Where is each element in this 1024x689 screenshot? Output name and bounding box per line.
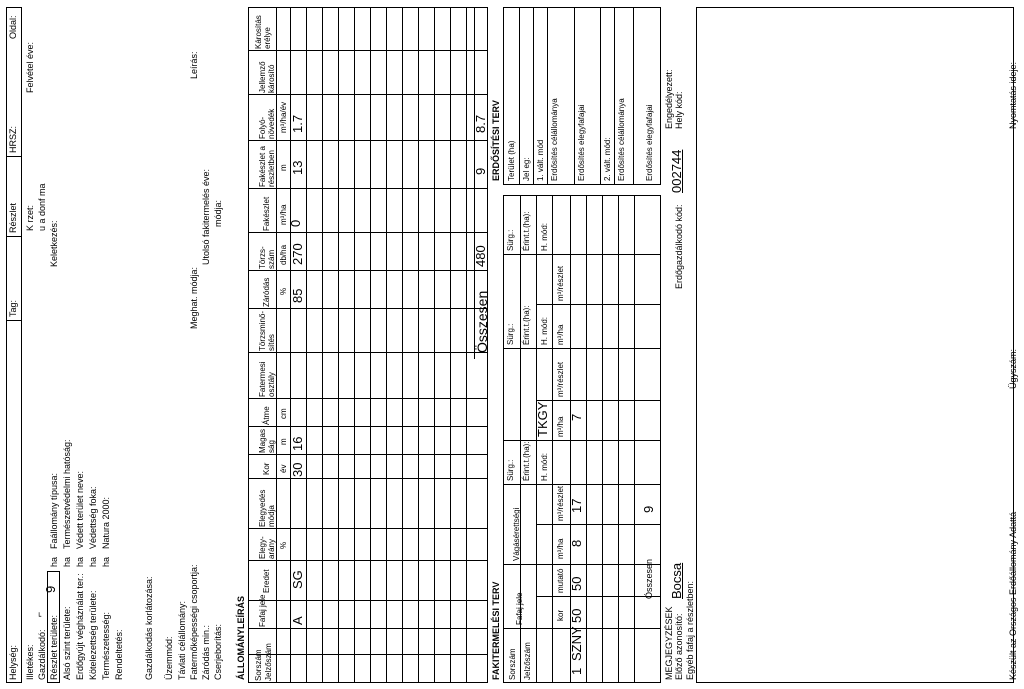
col-line — [248, 654, 488, 655]
header-strip — [6, 7, 22, 683]
row-line — [633, 7, 634, 185]
modja-label: módja: — [213, 199, 223, 227]
col-torzsszam: Törzs-szám — [258, 246, 277, 269]
ha-unit: ha — [75, 556, 85, 567]
megjegyzesek-label: MEGJEGYZÉSEK — [664, 606, 674, 680]
row-line — [552, 195, 553, 683]
gazdalkodas-korlatozasa-label: Gazdálkodás korlátozása: — [144, 576, 154, 680]
er-elegy2: Erdősítés elegyfafajai — [645, 104, 654, 181]
col-line — [503, 564, 661, 565]
col-zarodas: Záródás — [262, 277, 271, 307]
elozo-azonosito-value: Bocsa — [669, 562, 684, 599]
korzet-label: K rzet: — [25, 204, 35, 231]
cell-fakeszlet-reszlet: 13 — [290, 160, 305, 175]
col-folyo-noved: Folyó-növedék — [258, 108, 277, 139]
col-torzsminosites: Törzsminő-sítés — [258, 310, 277, 351]
also-szint-label: Alsó szint területe: — [62, 606, 72, 680]
termeszetvedelmi-label: Természetvédelmi hatóság: — [62, 439, 72, 549]
osszesen-torzsszam: 480 — [473, 245, 488, 267]
fk-m3reszlet: m³/részlet — [556, 485, 565, 521]
col-line — [248, 50, 488, 51]
ha-unit: ha — [101, 556, 111, 567]
fk-surg-3: Sürg.: — [506, 229, 515, 251]
rendeltetes-label: Rendeltetés: — [114, 629, 124, 680]
erdogazd-kod-label: Erdőgazdálkodó kód: — [674, 204, 684, 289]
zarodas-min-label: Záródás min.: — [201, 624, 211, 680]
fk-kor: kor — [556, 609, 565, 621]
fk-h-mod-value: TKGY — [535, 401, 550, 437]
cserjeboritas-label: Cserjeborítás: — [213, 623, 223, 680]
erdogazd-kod-value: 002744 — [669, 149, 684, 193]
row-line — [338, 7, 339, 683]
fk-m3ha: m³/ha — [556, 538, 565, 559]
unit-elegyarany: % — [279, 541, 288, 549]
cell-zarodas: 85 — [290, 288, 305, 303]
col-atmero: Átme — [262, 406, 271, 425]
er-terulet: Terület (ha) — [507, 140, 516, 181]
ha-unit: ha — [62, 556, 72, 567]
fk-row-m3reszlet-2: 7 — [569, 413, 584, 421]
fk-row-mutato: 50 — [569, 576, 584, 591]
col-fakeszlet-reszlet: Fakészlet a részletben — [258, 146, 277, 187]
ugyszam-label: Ügyszám: — [1008, 348, 1018, 389]
fk-row-m3reszlet: 17 — [569, 498, 584, 513]
faallomany-tipusa-label: Faállomány típusa: — [49, 472, 59, 549]
er-valt1: 1. vált. mód — [536, 139, 545, 181]
row-line — [450, 7, 451, 683]
unit-fakeszlet: m³/ha — [279, 204, 288, 225]
fk-surg-2: Sürg.: — [506, 323, 515, 345]
col-line — [248, 94, 488, 95]
termeszetesseg-label: Természetesség: — [101, 611, 111, 680]
row-line — [386, 7, 387, 683]
col-sorszam: Sorszám — [254, 649, 263, 681]
keszult-label: Készült az Országos Erdőállomány Adattá — [1008, 511, 1018, 680]
row-line — [434, 7, 435, 683]
row-line — [618, 195, 619, 683]
unit-magassag: m — [279, 438, 288, 445]
kotelezettseg-label: Kötelezettség területe: — [88, 590, 98, 680]
col-line — [248, 528, 488, 529]
col-line — [503, 348, 661, 349]
fk-row-fafaj: SZNY — [569, 626, 584, 661]
cell-fakeszlet: 0 — [288, 219, 303, 227]
col-kor: Kor — [262, 462, 271, 475]
row-line — [547, 7, 548, 185]
col-line — [503, 484, 661, 485]
row-line — [354, 7, 355, 683]
cell-torzsszam: 270 — [290, 243, 305, 265]
fk-osszesen-label: Összesen — [644, 558, 654, 599]
col-eredet: Eredet — [262, 569, 271, 593]
osszesen-fakeszlet-reszlet: 9 — [473, 167, 488, 175]
unit-fakeszlet-reszlet: m — [279, 164, 288, 171]
egyeb-fafaj-label: Egyéb fafaj a részletben: — [685, 580, 695, 680]
fk-m3ha-2: m³/ha — [556, 416, 565, 437]
row-line — [600, 7, 601, 185]
fk-vagasertekseg: Vágásérettségi — [512, 507, 521, 561]
er-elegy1: Erdősítés elegyfafajai — [577, 104, 586, 181]
col-line — [248, 600, 488, 601]
row-line — [614, 7, 615, 185]
row-line — [634, 195, 635, 683]
row-line — [306, 7, 307, 683]
unit-torzsszam: db/ha — [279, 244, 288, 265]
uzemmod-label: Üzemmód: — [164, 636, 174, 680]
cell-eredet: SG — [290, 570, 305, 589]
col-line — [248, 628, 488, 629]
erdositesi-section-title: ERDŐSÍTÉSI TERV — [491, 100, 501, 181]
row-line — [536, 195, 537, 683]
col-fatermesi: Fatermesi osztály — [258, 361, 277, 397]
reszlet-terulete-value: 9 — [43, 585, 58, 593]
divider — [6, 320, 22, 321]
tavlati-celallomany-label: Távlati célállomány: — [177, 600, 187, 680]
col-line — [248, 232, 488, 233]
tag-label: Tag: — [8, 299, 18, 317]
row-line — [533, 7, 534, 185]
reszlet-label: Részlet — [8, 202, 18, 233]
fakitermelesi-section-title: FAKITERMELÉSI TERV — [491, 581, 501, 680]
vedett-terulet-label: Védett terület neve: — [75, 470, 85, 549]
cell-fafaj: A — [290, 616, 305, 625]
donf-label: u a donf ma — [37, 183, 47, 231]
col-line — [536, 400, 661, 401]
fk-surg: Sürg.: — [506, 459, 515, 481]
col-elegyarany: Elegy-arány — [258, 536, 277, 559]
row-line — [466, 7, 467, 683]
col-line — [503, 254, 661, 255]
gazdalkodo-label: Gazdálkodó: — [37, 629, 47, 680]
unit-zarodas: % — [279, 287, 288, 295]
col-line — [248, 478, 488, 479]
fk-jelzoszam: Jelzőszám — [523, 642, 532, 680]
fk-erint: Érint.t.(ha): — [522, 441, 531, 481]
row-line — [370, 7, 371, 683]
engedelyezett-label: Engedélyezett: — [664, 69, 674, 129]
fk-sorszam: Sorszám — [508, 648, 517, 680]
fk-row-kor: 50 — [569, 608, 584, 623]
col-jelzoszam: Jelzőszám — [264, 643, 273, 681]
col-fafaj: Fafaj jele — [258, 594, 267, 627]
col-line — [248, 188, 488, 189]
fk-erint-2: Érint.t.(ha): — [522, 305, 531, 345]
meghat-modja-label: Meghat. módja: — [189, 266, 199, 329]
unit-atmero: cm — [279, 408, 288, 419]
fk-h-mod-3: H. mód: — [540, 222, 549, 251]
col-line — [536, 304, 661, 305]
col-fakeszlet: Fakészlet — [262, 196, 271, 231]
divider — [6, 156, 22, 157]
fk-m3ha-3: m³/ha — [556, 324, 565, 345]
fatermokepesseg-label: Fatermőképességi csoportja: — [189, 564, 199, 680]
utolso-fakitermeles-label: Utolsó fakitermelés éve: — [201, 168, 211, 265]
handwritten-check: ⌐ — [34, 611, 44, 617]
er-jel-eg: Jel eg: — [522, 157, 531, 181]
fk-h-mod-2: H. mód: — [540, 316, 549, 345]
erdogyujt-label: Erdőgyújt végháználat ter.: — [75, 573, 85, 680]
vedettseg-foka-label: Védettség foka: — [88, 486, 98, 549]
leiras-label: Leírás: — [189, 51, 199, 79]
divider — [6, 236, 22, 237]
col-magassag: Magas ság — [258, 428, 277, 453]
fk-osszesen-value: 9 — [641, 505, 656, 513]
fk-erint-3: Érint.t.(ha): — [522, 211, 531, 251]
col-line — [536, 596, 661, 597]
col-line — [248, 140, 488, 141]
fk-mutato: mutató — [556, 568, 565, 593]
fk-fafaj: Fafaj jele — [515, 592, 524, 625]
unit-folyo: m³/ha/év — [279, 101, 288, 133]
row-line — [322, 7, 323, 683]
helyi-kod-label: Hely kód: — [674, 91, 684, 129]
osszesen-folyo: 8.7 — [473, 114, 488, 133]
col-line — [248, 454, 488, 455]
helyseg-label: Helység: — [8, 644, 18, 680]
fk-m3reszlet-3: m³/részlet — [556, 265, 565, 301]
row-line — [586, 195, 587, 683]
ha-unit: ha — [49, 556, 59, 567]
col-line — [248, 398, 488, 399]
col-line — [248, 426, 488, 427]
row-line — [519, 7, 520, 185]
osszesen-label: Összesen — [474, 290, 490, 353]
ha-unit: ha — [88, 556, 98, 567]
cell-kor: 30 — [290, 462, 305, 477]
col-line — [536, 524, 661, 525]
fk-row-m3ha: 8 — [569, 539, 584, 547]
natura-label: Natura 2000: — [101, 496, 111, 549]
notes-box — [696, 7, 1014, 683]
er-cel2: Erdősítés célállománya — [617, 98, 626, 181]
oldal-label: Oldal: — [8, 15, 18, 39]
col-line — [248, 270, 488, 271]
illetekes-label: Illetékes: — [25, 644, 35, 680]
col-elegyedes: Elegyedés módja — [258, 489, 277, 527]
er-valt2: 2. vált. mód: — [603, 137, 612, 181]
hrsz-label: HRSZ: — [8, 126, 18, 153]
col-line — [248, 352, 488, 353]
er-cel1: Erdősítés célállománya — [550, 98, 559, 181]
row-line — [574, 7, 575, 185]
col-karositas-erelye: Károsítás erélye — [254, 15, 273, 49]
row-line — [602, 195, 603, 683]
cell-folyo: 1.7 — [290, 114, 305, 133]
fk-h-mod: H. mód: — [540, 452, 549, 481]
cell-magassag: 16 — [290, 436, 305, 451]
col-jellemzo-karosito: Jellemző károsító — [258, 61, 277, 93]
col-line — [248, 308, 488, 309]
unit-kor: év — [279, 464, 288, 473]
row-line — [402, 7, 403, 683]
allomany-section-title: ÁLLOMÁNYLEÍRÁS — [236, 596, 246, 680]
keletkezes-label: Keletkezés: — [49, 220, 59, 267]
fk-m3reszlet-2: m³/részlet — [556, 361, 565, 397]
nyomtatas-label: Nyomtatás ideje: — [1008, 61, 1018, 129]
felvetel-eve-label: Felvétel éve: — [25, 41, 35, 93]
col-line — [248, 560, 488, 561]
fk-row-sorszam: 1 — [569, 667, 584, 675]
reszlet-terulete-label: Részlet területe: — [49, 614, 59, 680]
elozo-azonosito-label: Előző azonosító: — [674, 613, 684, 680]
row-line — [418, 7, 419, 683]
